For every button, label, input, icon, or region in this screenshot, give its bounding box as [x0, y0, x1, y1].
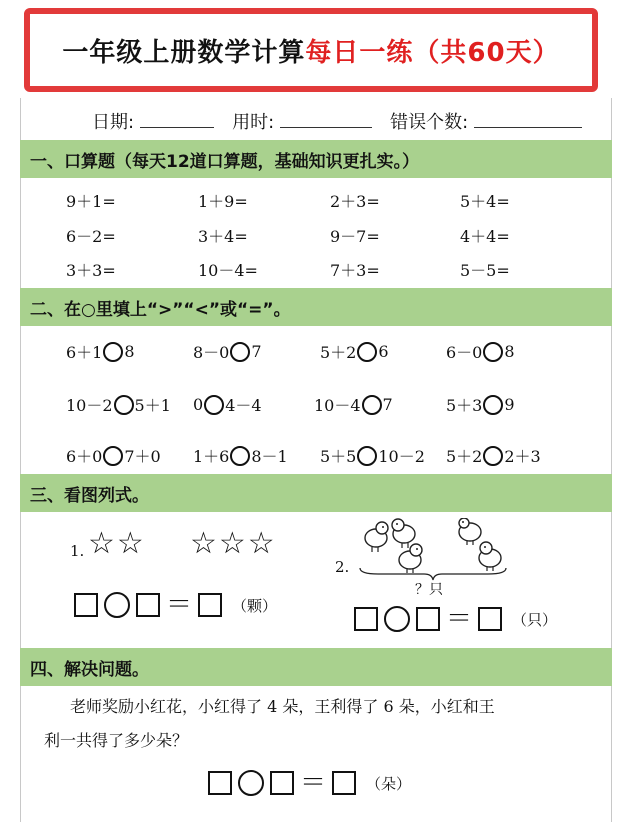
answer-box[interactable]	[416, 607, 440, 631]
date-label: 日期:	[92, 112, 135, 133]
answer-circle[interactable]	[483, 342, 503, 362]
errors-blank[interactable]	[474, 108, 582, 128]
answer-box[interactable]	[136, 593, 160, 617]
compare-item	[193, 393, 262, 416]
answer-circle[interactable]	[483, 395, 503, 415]
answer-circle[interactable]	[357, 446, 377, 466]
time-blank[interactable]	[280, 108, 372, 128]
compare-item	[320, 340, 389, 363]
compare-right: 8	[504, 342, 515, 361]
question-number: 1.	[70, 542, 85, 560]
mental-math-item: 7＋3=	[330, 261, 380, 280]
compare-right: 7	[251, 342, 262, 361]
answer-circle[interactable]	[114, 395, 134, 415]
compare-right: 7＋0	[124, 447, 161, 466]
answer-circle[interactable]	[204, 395, 224, 415]
compare-item	[66, 340, 135, 363]
compare-right: 6	[378, 342, 389, 361]
answer-circle[interactable]	[230, 342, 250, 362]
answer-circle[interactable]	[483, 446, 503, 466]
compare-left: 5＋2	[446, 447, 483, 466]
compare-left: 5＋3	[446, 396, 483, 415]
date-blank[interactable]	[140, 108, 214, 128]
compare-left: 8－0	[193, 343, 230, 362]
answer-circle[interactable]	[103, 342, 123, 362]
compare-left: 5＋2	[320, 343, 357, 362]
answer-box[interactable]	[354, 607, 378, 631]
compare-left: 6＋1	[66, 343, 103, 362]
mental-math-item: 5＋4=	[460, 192, 510, 211]
answer-box[interactable]	[198, 593, 222, 617]
compare-item	[314, 393, 393, 416]
mental-math-item: 4＋4=	[460, 227, 510, 246]
unit-label: （只）	[512, 610, 558, 629]
mental-math-item: 1＋9=	[198, 192, 248, 211]
section2-heading-text: 二、在○里填上“>”“<”或“=”。	[30, 299, 291, 320]
stars-group-right: ☆☆☆	[190, 526, 277, 561]
word-problem-line1: 老师奖励小红花，小红得了 4 朵，王利得了 6 朵，小红和王	[70, 697, 495, 716]
compare-right: 10－2	[378, 447, 425, 466]
section4-heading-text: 四、解决问题。	[30, 659, 149, 680]
answer-box[interactable]	[332, 771, 356, 795]
compare-right: 2＋3	[504, 447, 541, 466]
compare-item	[66, 444, 161, 467]
compare-item	[66, 393, 171, 416]
compare-right: 4－4	[225, 396, 262, 415]
compare-right: 7	[382, 395, 393, 414]
answer-circle[interactable]	[362, 395, 382, 415]
question-number: 2.	[335, 558, 350, 576]
answer-circle[interactable]	[230, 446, 250, 466]
compare-left: 0	[193, 395, 204, 414]
compare-item	[193, 444, 288, 467]
equation-template-2	[354, 606, 557, 632]
answer-circle[interactable]	[357, 342, 377, 362]
equation-template-1	[74, 592, 277, 618]
meta-row	[92, 108, 582, 134]
mental-math-item: 9－7=	[330, 227, 380, 246]
compare-left: 5＋5	[320, 447, 357, 466]
compare-left: 6－0	[446, 343, 483, 362]
compare-right: 9	[504, 395, 515, 414]
compare-item	[446, 340, 515, 363]
compare-item	[446, 444, 541, 467]
mental-math-item: 5－5=	[460, 261, 510, 280]
brace-label: ？只	[415, 582, 443, 598]
stars-group-left: ☆☆	[88, 526, 146, 561]
unit-label: （朵）	[366, 774, 412, 793]
time-label: 用时:	[232, 112, 275, 133]
operator-circle[interactable]	[104, 592, 130, 618]
compare-right: 8－1	[251, 447, 288, 466]
compare-left: 10－4	[314, 396, 361, 415]
compare-left: 6＋0	[66, 447, 103, 466]
equation-template-3	[208, 770, 411, 796]
mental-math-item: 2＋3=	[330, 192, 380, 211]
section1-heading	[20, 140, 612, 178]
section2-heading	[20, 288, 612, 326]
section4-heading	[20, 648, 612, 686]
compare-right: 8	[124, 342, 135, 361]
compare-item	[320, 444, 425, 467]
worksheet-title-box	[24, 8, 598, 92]
unit-label: （颗）	[232, 596, 278, 615]
word-problem-line2: 利一共得了多少朵？	[44, 731, 189, 750]
compare-left: 10－2	[66, 396, 113, 415]
compare-item	[193, 340, 262, 363]
operator-circle[interactable]	[384, 606, 410, 632]
mental-math-item: 3＋3=	[66, 261, 116, 280]
mental-math-item: 6－2=	[66, 227, 116, 246]
mental-math-item: 10－4=	[198, 261, 258, 280]
operator-circle[interactable]	[238, 770, 264, 796]
mental-math-item: 3＋4=	[198, 227, 248, 246]
compare-left: 1＋6	[193, 447, 230, 466]
answer-circle[interactable]	[103, 446, 123, 466]
equals-sign: ＝	[166, 590, 193, 620]
compare-item	[446, 393, 515, 416]
section3-heading	[20, 474, 612, 512]
title-main: 一年级上册数学计算	[62, 37, 306, 68]
compare-right: 5＋1	[134, 396, 171, 415]
title-highlight: 每日一练（共60天）	[305, 37, 560, 68]
answer-box[interactable]	[208, 771, 232, 795]
answer-box[interactable]	[270, 771, 294, 795]
equals-sign: ＝	[300, 768, 327, 798]
equals-sign: ＝	[446, 604, 473, 634]
mental-math-item: 9＋1=	[66, 192, 116, 211]
errors-label: 错误个数:	[390, 112, 469, 133]
section1-heading-text: 一、口算题（每天12道口算题，基础知识更扎实。）	[30, 151, 420, 172]
answer-box[interactable]	[478, 607, 502, 631]
section3-heading-text: 三、看图列式。	[30, 485, 149, 506]
answer-box[interactable]	[74, 593, 98, 617]
